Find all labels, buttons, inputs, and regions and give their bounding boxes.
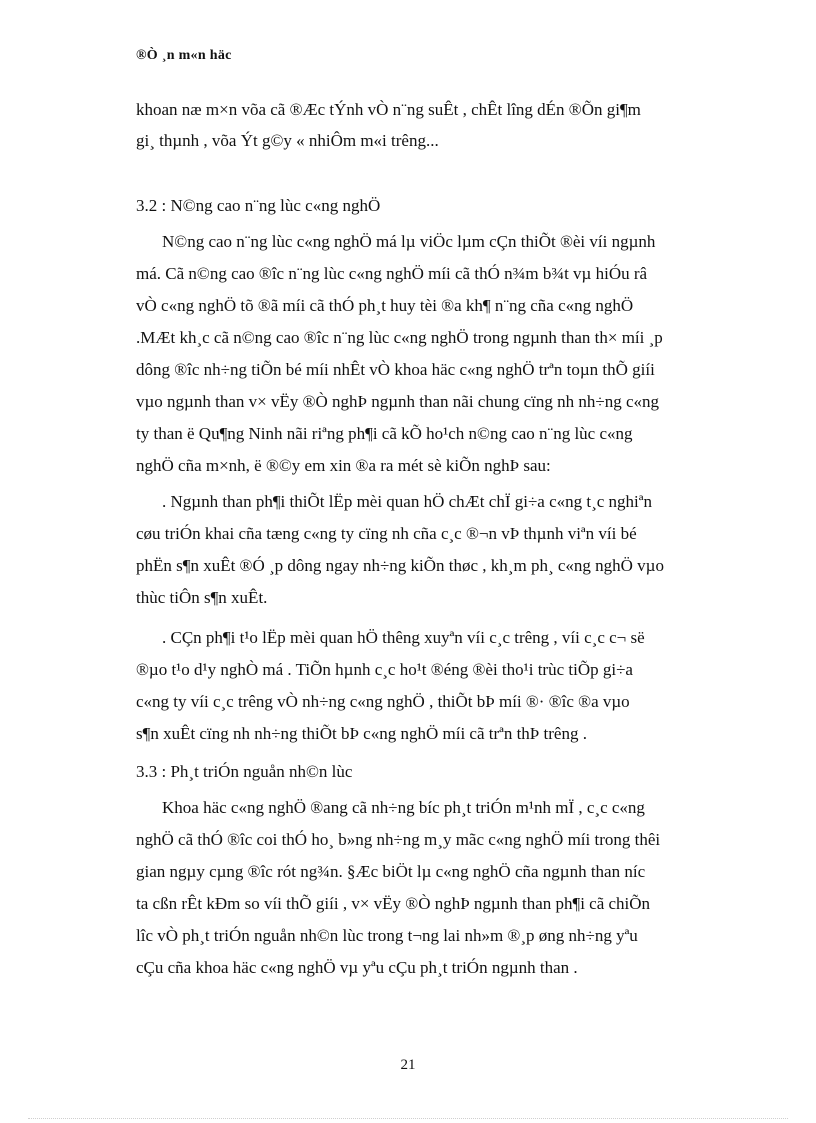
text-line: ta cßn rÊt kÐm so víi thÕ giíi , v× vËy ®Ò nghÞ ngµnh than ph¶i cã chiÕn	[136, 894, 651, 913]
text-line: s¶n xuÊt cïng nh nh÷ng thiÕt bÞ c«ng nghÖ míi cã trªn thÞ trêng .	[136, 724, 587, 743]
page-bottom-divider	[28, 1118, 788, 1119]
text-line: má. Cã n©ng cao ®îc n¨ng lùc c«ng nghÖ míi cã thÓ n¾m b¾t vµ hiÓu râ	[136, 264, 648, 283]
text-line: lîc vÒ ph¸t triÓn nguån nh©n lùc trong t¬ng lai nh»m ®¸p øng nh÷ng yªu	[136, 926, 638, 945]
text-line: vµo ngµnh than v× vËy ®Ò nghÞ ngµnh than nãi chung cïng nh nh÷ng c«ng	[136, 392, 659, 411]
text-line: ®µo t¹o d¹y nghÒ má . TiÕn hµnh c¸c ho¹t ®éng ®èi tho¹i trùc tiÕp gi÷a	[136, 660, 633, 679]
page-header: ®Ò ¸n m«n häc	[136, 48, 232, 63]
text-line: dông ®îc nh÷ng tiÕn bé míi nhÊt vÒ khoa häc c«ng nghÖ trªn toµn thÕ giíi	[136, 360, 655, 379]
text-line: cøu triÓn khai cña tæng c«ng ty cïng nh cña c¸c ®¬n vÞ thµnh viªn víi bé	[136, 524, 637, 543]
page-number: 21	[400, 1057, 416, 1073]
text-line: c«ng ty víi c¸c trêng vÒ nh÷ng c«ng nghÖ , thiÕt bÞ míi ®· ®îc ®a vµo	[136, 692, 630, 711]
text-line: thùc tiÔn s¶n xuÊt.	[136, 588, 268, 607]
text-line: cÇu cña khoa häc c«ng nghÖ vµ yªu cÇu ph¸t triÓn ngµnh than .	[136, 958, 578, 977]
text-line: N©ng cao n¨ng lùc c«ng nghÖ má lµ viÖc lµm cÇn thiÕt ®èi víi ngµnh	[162, 232, 656, 251]
text-line: ty than ë Qu¶ng Ninh nãi riªng ph¶i cã kÕ ho¹ch n©ng cao n¨ng lùc c«ng	[136, 424, 633, 443]
text-line: nghÖ cã thÓ ®îc coi thÓ ho¸ b»ng nh÷ng m¸y mãc c«ng nghÖ míi trong thêi	[136, 830, 661, 849]
text-line: nghÖ cña m×nh, ë ®©y em xin ®a ra mét sè kiÕn nghÞ sau:	[136, 456, 551, 475]
text-line: khoan næ m×n võa cã ®Æc tÝnh vÒ n¨ng suÊt , chÊt lîng dÉn ®Õn gi¶m	[136, 100, 641, 119]
text-line: vÒ c«ng nghÖ tõ ®ã míi cã thÓ ph¸t huy tèi ®a kh¶ n¨ng cña c«ng nghÖ	[136, 296, 634, 315]
section-heading: 3.3 : Ph¸t triÓn nguån nh©n lùc	[136, 762, 353, 781]
text-line: gian ngµy cµng ®îc rót ng¾n. §Æc biÖt lµ c«ng nghÖ cña ngµnh than níc	[136, 862, 646, 881]
text-line: Khoa häc c«ng nghÖ ®ang cã nh÷ng bíc ph¸t triÓn m¹nh mÏ , c¸c c«ng	[162, 798, 645, 817]
section-heading: 3.2 : N©ng cao n¨ng lùc c«ng nghÖ	[136, 196, 381, 215]
text-line: . Ngµnh than ph¶i thiÕt lËp mèi quan hÖ chÆt chÏ gi÷a c«ng t¸c nghiªn	[162, 492, 652, 511]
text-line: gi¸ thµnh , võa Ýt g©y « nhiÔm m«i trêng...	[136, 131, 439, 150]
text-line: phËn s¶n xuÊt ®Ó ¸p dông ngay nh÷ng kiÕn thøc , kh¸m ph¸ c«ng nghÖ vµo	[136, 556, 664, 575]
text-line: . CÇn ph¶i t¹o lËp mèi quan hÖ thêng xuyªn víi c¸c trêng , víi c¸c c¬ së	[162, 628, 645, 647]
text-line: .MÆt kh¸c cã n©ng cao ®îc n¨ng lùc c«ng nghÖ trong ngµnh than th× míi ¸p	[136, 328, 663, 347]
